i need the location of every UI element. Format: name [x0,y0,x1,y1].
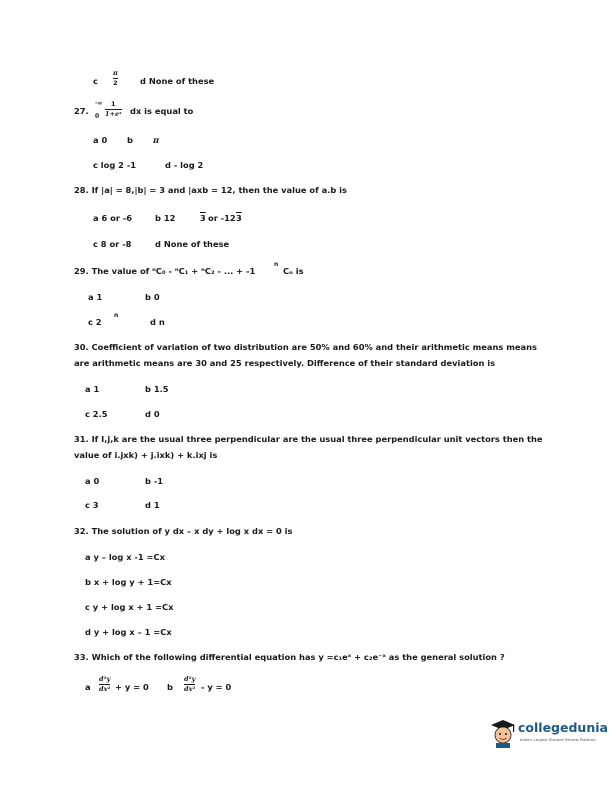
q32-option-c: c y + log x + 1 =Cx [85,602,174,612]
q33-option-a-label: a [85,682,91,692]
collegedunia-logo [490,718,608,752]
q27-option-c: c log 2 -1 [93,160,137,170]
q26-option-c-fraction: π 2 [113,69,118,87]
q26-option-d: d None of these [140,76,215,86]
q27-option-d: d - log 2 [165,160,204,170]
q27-integrand: 1 1+eˣ [105,100,122,118]
q30-option-b: b 1.5 [145,384,169,394]
q27-number: 27. [74,106,89,116]
q28-option-a: a 6 or -6 [93,213,133,223]
q32-option-d: d y + log x – 1 =Cx [85,627,172,637]
q28-question: 28. If |a| = 8,|b| = 3 and |axb = 12, then the value of a.b is [74,185,347,195]
q30-question-line1: 30. Coefficient of variation of two distribution are 50% and 60% and their arithmetic means means [74,342,537,352]
q29-option-c-power: n [114,312,119,319]
q26-option-c-label: c [93,76,98,86]
q29-option-a: a 1 [88,292,103,302]
graduate-mascot-icon [490,718,516,748]
q33-question: 33. Which of the following differential equation has y =c₁eˣ + c₂e⁻ˣ as the general solution ? [74,652,505,662]
q30-option-a: a 1 [85,384,100,394]
q29-power: n [274,261,279,268]
q33-option-a-tail: + y = 0 [115,682,149,692]
q30-option-c: c 2.5 [85,409,108,419]
q29-option-b: b 0 [145,292,160,302]
q31-option-d: d 1 [145,500,160,510]
q29-option-c: c 2 [88,317,102,327]
logo-tagline: India's Largest Student Review Platform [520,737,596,742]
q29-question-tail: Cₙ is [283,266,304,276]
q33-option-a-fraction: d²y dx² [99,675,111,693]
q28-option-b-tail: or -12 [208,213,236,223]
q31-question-line2: value of i.jxk) + j.ixk) + k.ixj is [74,450,218,460]
q31-option-b: b -1 [145,476,164,486]
q27-option-b: b [127,135,133,145]
q28-option-d: d None of these [155,239,230,249]
q31-option-c: c 3 [85,500,99,510]
q33-option-b-label: b [167,682,173,692]
q29-question: 29. The value of ⁿC₀ - ⁿC₁ + ⁿC₂ - ... + -1 [74,266,256,276]
logo-wordmark: collegedunia [518,720,608,735]
q32-option-b: b x + log y + 1=Cx [85,577,172,587]
q30-option-d: d 0 [145,409,160,419]
q29-option-d: d n [150,317,165,327]
q28-option-c: c 8 or -8 [93,239,132,249]
q27-upper-limit: ·∞ [95,100,103,107]
q33-option-b-fraction: d²y dx² [184,675,196,693]
q28-option-b: b 12 [155,213,176,223]
q27-option-b-value: π [153,135,160,145]
q28-option-b-root2: 3 [236,213,242,223]
q28-option-b-root1: 3 [200,213,206,223]
q33-option-b-tail: - y = 0 [201,682,232,692]
q31-question-line1: 31. If I,j,k are the usual three perpendicular are the usual three perpendicular unit vectors then the [74,434,543,444]
q32-option-a: a y – log x -1 =Cx [85,552,165,562]
q27-question-tail: dx is equal to [130,106,194,116]
q30-question-line2: are arithmetic means are 30 and 25 respectively. Difference of their standard deviation is [74,358,496,368]
q27-option-a: a 0 [93,135,108,145]
q31-option-a: a 0 [85,476,100,486]
q32-question: 32. The solution of y dx – x dy + log x dx = 0 is [74,526,293,536]
q27-lower-limit: 0 [95,113,100,120]
